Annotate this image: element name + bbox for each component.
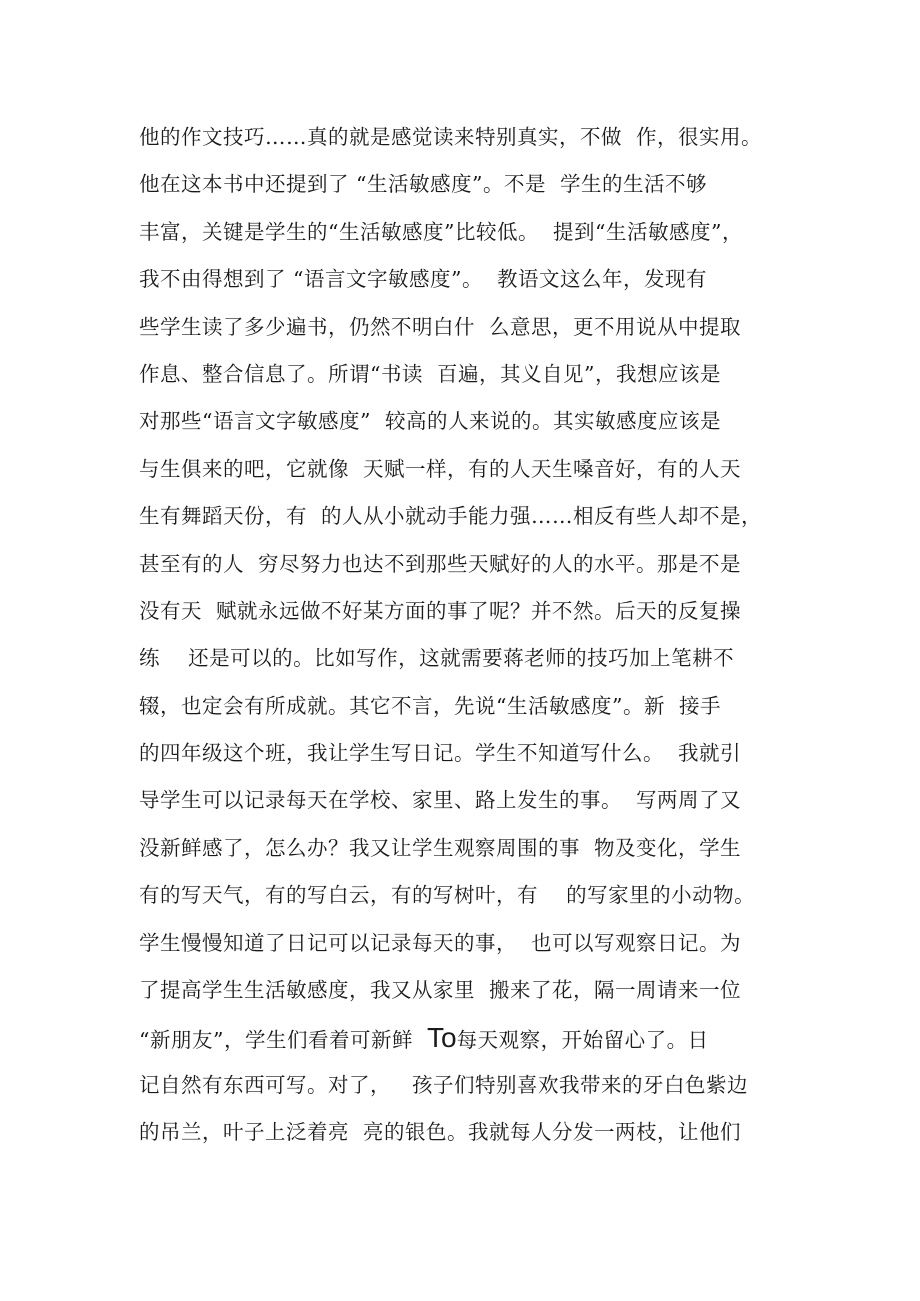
text-line: 记自然有东西可写。对了， 孩子们特别喜欢我带来的牙白色紫边 — [139, 1072, 749, 1097]
text-line: 甚至有的人 穷尽努力也达不到那些天赋好的人的水平。那是不是 — [139, 551, 742, 576]
latin-fragment: To — [427, 1022, 457, 1054]
text-line: 作息、整合信息了。所谓“书读 百遍，其义自见”，我想应该是 — [139, 361, 721, 386]
body-text — [139, 114, 799, 1157]
text-line: 生有舞蹈天份，有 的人从小就动手能力强……相反有些人却不是， — [139, 504, 763, 529]
text-line: 我不由得想到了 “语言文字敏感度”。 教语文这么年，发现有 — [139, 267, 708, 292]
text-line: 有的写天气，有的写白云，有的写树叶，有 的写家里的小动物。 — [139, 883, 756, 908]
text-line: 练 还是可以的。比如写作，这就需要蒋老师的技巧加上笔耕不 — [139, 646, 735, 671]
text-line: 与生俱来的吧，它就像 天赋一样，有的人天生嗓音好，有的人天 — [139, 456, 742, 481]
text-line: 丰富，关键是学生的“生活敏感度”比较低。 提到“生活敏感度”， — [139, 219, 743, 244]
text-line: 他的作文技巧……真的就是感觉读来特别真实，不做 作，很实用。 — [139, 125, 763, 149]
text-line: 的吊兰，叶子上泛着亮 亮的银色。我就每人分发一两枝，让他们 — [139, 1120, 742, 1145]
text-line: 辍，也定会有所成就。其它不言，先说“生活敏感度”。新 接手 — [139, 693, 721, 718]
text-line: 的四年级这个班，我让学生写日记。学生不知道写什么。 我就引 — [139, 741, 742, 766]
text-line: 没新鲜感了，怎么办？我又让学生观察周围的事 物及变化，学生 — [139, 835, 742, 860]
text-line: 他在这本书中还提到了 “生活敏感度”。不是 学生的生活不够 — [139, 172, 708, 197]
text-line: 导学生可以记录每天在学校、家里、路上发生的事。 写两周了又 — [139, 788, 742, 813]
text-line: 学生慢慢知道了日记可以记录每天的事， 也可以写观察日记。为 — [139, 930, 742, 955]
text-segment: 每天观察，开始留心了。日 — [456, 1028, 709, 1053]
text-line: 没有天 赋就永远做不好某方面的事了呢？并不然。后天的反复操 — [139, 598, 742, 623]
text-line-mixed — [139, 1014, 799, 1061]
text-line: 了提高学生生活敏感度，我又从家里 搬来了花，隔一周请来一位 — [139, 978, 742, 1003]
text-line: 对那些“语言文字敏感度” 较高的人来说的。其实敏感度应该是 — [139, 409, 721, 434]
text-segment: “新朋友”，学生们看着可新鲜 — [139, 1028, 427, 1053]
text-line: 些学生读了多少遍书，仍然不明白什 么意思，更不用说从中提取 — [139, 314, 742, 339]
